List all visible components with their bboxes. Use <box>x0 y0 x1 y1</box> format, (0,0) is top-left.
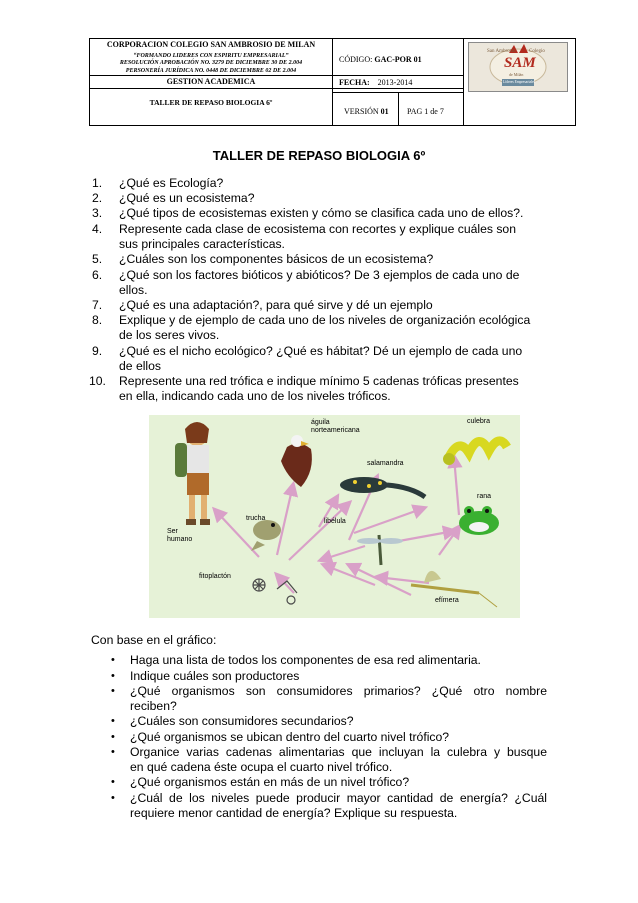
question-text: ¿Qué es Ecología? <box>119 176 224 190</box>
snake-icon <box>443 441 507 465</box>
bullet-text: Haga una lista de todos los componentes de esa red alimentaria. <box>130 653 481 667</box>
approval-resolution: RESOLUCIÓN APROBACIÓN NO. 3279 DE DICIEMBRE 30 DE 2.004 <box>119 60 303 66</box>
question-text: ¿Qué son los factores bióticos y abióticos? De 3 ejemplos de cada uno de <box>119 268 520 282</box>
logo-sub-text: de Milán <box>509 72 524 77</box>
question-text: Represente una red trófica e indique mínimo 5 cadenas tróficas presentes <box>119 374 519 388</box>
school-logo <box>468 42 568 92</box>
label-phytoplankton: fitoplactón <box>199 573 231 580</box>
label-mayfly: efímera <box>435 597 459 604</box>
question-number: 9. <box>92 344 103 358</box>
bullet-dot: • <box>111 746 115 758</box>
bullet-text-continued: requiere menor cantidad de energía? Explique su respuesta. <box>130 806 458 820</box>
question-text: ¿Qué es una adaptación?, para qué sirve y dé un ejemplo <box>119 298 433 312</box>
food-web-illustration <box>149 415 520 618</box>
food-web-figure <box>149 415 520 618</box>
question-text: Represente cada clase de ecosistema con recortes y explique cuáles son <box>119 222 516 236</box>
bullet-text-continued: reciben? <box>130 699 177 713</box>
date-value: 2013-2014 <box>377 78 413 87</box>
question-text-continued: sus principales características. <box>119 237 285 251</box>
version-cell <box>344 107 389 116</box>
label-dragonfly: libélula <box>324 518 346 525</box>
logo-mid-text: Colegio <box>529 49 545 54</box>
label-trout: trucha <box>246 515 266 522</box>
label-human-line2: humano <box>167 536 193 543</box>
question-text-continued: ellos. <box>119 283 148 297</box>
version-label: VERSIÓN <box>344 107 379 116</box>
question-number: 8. <box>92 313 103 327</box>
label-eagle <box>311 419 360 435</box>
trout-icon <box>251 520 281 551</box>
question-text: ¿Qué es el nicho ecológico? ¿Qué es hábitat? Dé un ejemplo de cada uno <box>119 344 523 358</box>
bullet-text: ¿Cuáles son consumidores secundarios? <box>130 714 354 728</box>
bullet-dot: • <box>111 776 115 788</box>
label-eagle-line1: águila <box>311 419 330 426</box>
question-text-continued: de ellos <box>119 359 162 373</box>
bullet-text: ¿Cuál de los niveles puede producir mayor cantidad de energía? ¿Cuál <box>130 791 547 805</box>
human-icon <box>175 422 210 525</box>
label-human <box>167 528 192 544</box>
question-number: 7. <box>92 298 103 312</box>
question-number: 4. <box>92 222 103 236</box>
legal-status: PERSONERÍA JURÍDICA NO. 0448 DE DICIEMBRE 02 DE 2.004 <box>125 68 297 74</box>
frog-icon <box>459 506 499 535</box>
bullet-dot: • <box>111 715 115 727</box>
label-human-line1: Ser <box>167 528 178 535</box>
label-eagle-line2: norteamericana <box>311 427 360 434</box>
question-number: 1. <box>92 176 103 190</box>
bullet-text-continued: en qué cadena éste ocupa el cuarto nivel trófico. <box>130 760 393 774</box>
question-text: ¿Cuáles son los componentes básicos de un ecosistema? <box>119 252 434 266</box>
bullet-dot: • <box>111 731 115 743</box>
date-label: FECHA: <box>339 78 370 87</box>
graphic-prompt: Con base en el gráfico: <box>91 633 217 647</box>
bullet-text: Organice varias cadenas alimentarias que incluyan la culebra y busque <box>130 745 547 759</box>
page-number: PAG 1 de 7 <box>407 107 444 116</box>
logo-top-text: San Ambrosio <box>487 49 516 54</box>
logo-banner-text: Líderes Empresariales <box>503 80 536 84</box>
logo-initials: SAM <box>504 55 536 71</box>
institution-motto: “FORMANDO LIDERES CON ESPIRITU EMPRESARIAL” <box>133 53 289 59</box>
bullet-dot: • <box>111 792 115 804</box>
document-header-table <box>89 38 576 126</box>
page-title: TALLER DE REPASO BIOLOGIA 6º <box>212 148 426 163</box>
label-frog: rana <box>477 493 492 500</box>
code-label: CÓDIGO: <box>339 55 373 64</box>
question-number: 3. <box>92 206 103 220</box>
bullet-dot: • <box>111 654 115 666</box>
label-snake: culebra <box>467 418 490 425</box>
question-text: Explique y de ejemplo de cada uno de los niveles de organización ecológica <box>119 313 531 327</box>
label-salamander: salamandra <box>367 460 404 467</box>
date-cell <box>339 78 412 87</box>
version-value: 01 <box>380 107 389 116</box>
eagle-icon <box>281 435 312 487</box>
document-name: TALLER DE REPASO BIOLOGIA 6º <box>149 98 273 107</box>
code-value: GAC-POR 01 <box>374 55 422 64</box>
bullet-dot: • <box>111 685 115 697</box>
question-number: 2. <box>92 191 103 205</box>
salamander-icon <box>340 477 425 497</box>
question-text-continued: de los seres vivos. <box>119 328 220 342</box>
bullet-text: ¿Qué organismos son consumidores primarios? ¿Qué otro nombre <box>130 684 547 698</box>
institution-name: CORPORACION COLEGIO SAN AMBROSIO DE MILAN <box>106 40 316 49</box>
dragonfly-icon <box>357 535 403 565</box>
question-text: ¿Qué tipos de ecosistemas existen y cómo se clasifica cada uno de ellos?. <box>119 206 524 220</box>
question-number: 10. <box>89 374 106 388</box>
bullet-text: ¿Qué organismos están en más de un nivel trófico? <box>130 775 410 789</box>
question-number: 6. <box>92 268 103 282</box>
bullet-text: Indique cuáles son productores <box>130 669 300 683</box>
bullet-dot: • <box>111 670 115 682</box>
code-cell <box>339 55 422 64</box>
question-text: ¿Qué es un ecosistema? <box>119 191 255 205</box>
question-text-continued: en ella, indicando cada uno de los niveles tróficos. <box>119 389 391 403</box>
phytoplankton-icon <box>253 579 297 604</box>
question-number: 5. <box>92 252 103 266</box>
bullet-text: ¿Qué organismos se ubican dentro del cuarto nivel trófico? <box>130 730 450 744</box>
department-label: GESTION ACADEMICA <box>166 77 256 86</box>
